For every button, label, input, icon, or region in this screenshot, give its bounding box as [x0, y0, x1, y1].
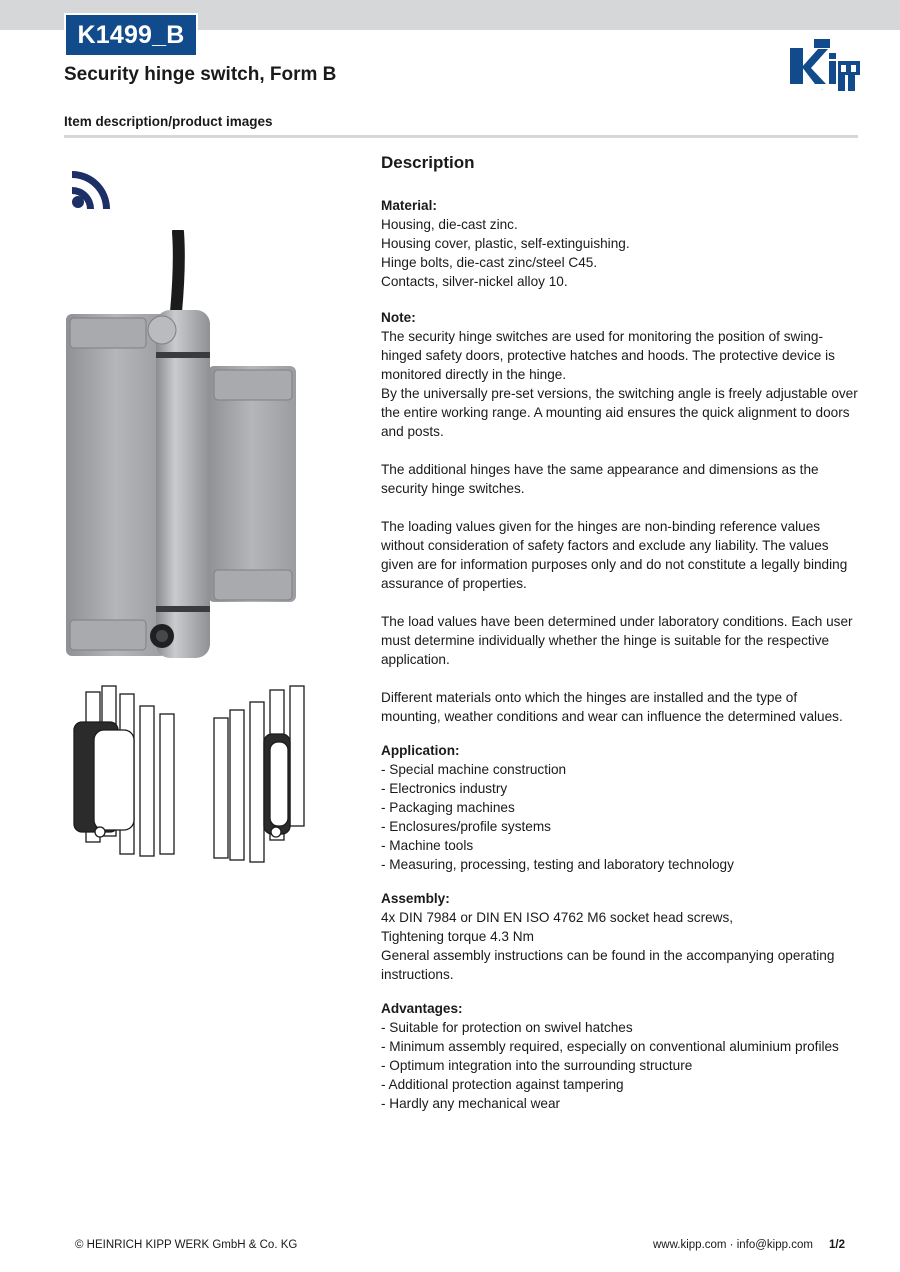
note-paragraph: The load values have been determined under laboratory conditions. Each user must determine individually whether the hinge is suitable for the respective application.: [381, 614, 853, 667]
application-item: - Measuring, processing, testing and laboratory technology: [381, 857, 734, 872]
advantages-item: - Optimum integration into the surrounding structure: [381, 1058, 693, 1073]
application-block: [381, 741, 859, 874]
advantages-item: - Hardly any mechanical wear: [381, 1096, 561, 1111]
material-title: Material:: [381, 198, 437, 213]
advantages-title: Advantages:: [381, 1001, 463, 1016]
advantages-item: - Additional protection against tampering: [381, 1077, 624, 1092]
page-number: 1/2: [829, 1239, 845, 1251]
application-item: - Special machine construction: [381, 762, 567, 777]
material-line: Hinge bolts, die-cast zinc/steel C45.: [381, 255, 598, 270]
logo-text: kipp: [821, 90, 823, 91]
product-code: K1499_B: [66, 15, 196, 55]
application-item: - Electronics industry: [381, 781, 508, 796]
advantages-item: - Suitable for protection on swivel hatches: [381, 1020, 633, 1035]
kipp-logo: [784, 37, 860, 93]
page-title: Security hinge switch, Form B: [64, 64, 337, 85]
assembly-line: 4x DIN 7984 or DIN EN ISO 4762 M6 socket head screws,: [381, 910, 734, 925]
section-divider: [64, 135, 858, 138]
note-title: Note:: [381, 310, 416, 325]
material-line: Housing cover, plastic, self-extinguishing.: [381, 236, 630, 251]
note-paragraph: The additional hinges have the same appearance and dimensions as the security hinge switches.: [381, 462, 819, 496]
application-title: Application:: [381, 743, 460, 758]
note-block: [381, 308, 859, 726]
assembly-title: Assembly:: [381, 891, 450, 906]
assembly-line: General assembly instructions can be found in the accompanying operating instructions.: [381, 948, 835, 982]
note-paragraph: The security hinge switches are used for monitoring the position of swing-hinged safety doors, protective hatches and hoods. The protective device is monitored directly in the hinge. By the universally pre-set versions, the switching angle is freely adjustable over the entire working range. A mounting aid ensures the quick alignment to doors and posts.: [381, 329, 858, 439]
description-heading: Description: [381, 153, 475, 172]
footer-contact[interactable]: www.kipp.com · info@kipp.com: [653, 1239, 813, 1251]
application-item: - Machine tools: [381, 838, 474, 853]
section-label: Item description/product images: [64, 114, 273, 129]
material-line: Contacts, silver-nickel alloy 10.: [381, 274, 568, 289]
footer-copyright: © HEINRICH KIPP WERK GmbH & Co. KG: [75, 1239, 298, 1251]
assembly-block: [381, 889, 859, 984]
product-photo: [62, 230, 302, 666]
note-paragraph: The loading values given for the hinges are non-binding reference values without consideration of safety factors and exclude any liability. The values given are for information purposes only and do not constitute a legally binding assurance of properties.: [381, 519, 848, 591]
rss-feed-icon: [70, 163, 118, 211]
application-item: - Enclosures/profile systems: [381, 819, 551, 834]
advantages-item: - Minimum assembly required, especially on conventional aluminium profiles: [381, 1039, 839, 1054]
description-column: [381, 152, 859, 1128]
note-paragraph: Different materials onto which the hinges are installed and the type of mounting, weather conditions and wear can influence the determined values.: [381, 690, 843, 724]
assembly-line: Tightening torque 4.3 Nm: [381, 929, 534, 944]
product-code-badge: [64, 13, 198, 57]
mounting-drawing: [64, 672, 320, 864]
material-line: Housing, die-cast zinc.: [381, 217, 518, 232]
advantages-block: [381, 999, 859, 1113]
material-block: [381, 196, 859, 291]
application-item: - Packaging machines: [381, 800, 515, 815]
